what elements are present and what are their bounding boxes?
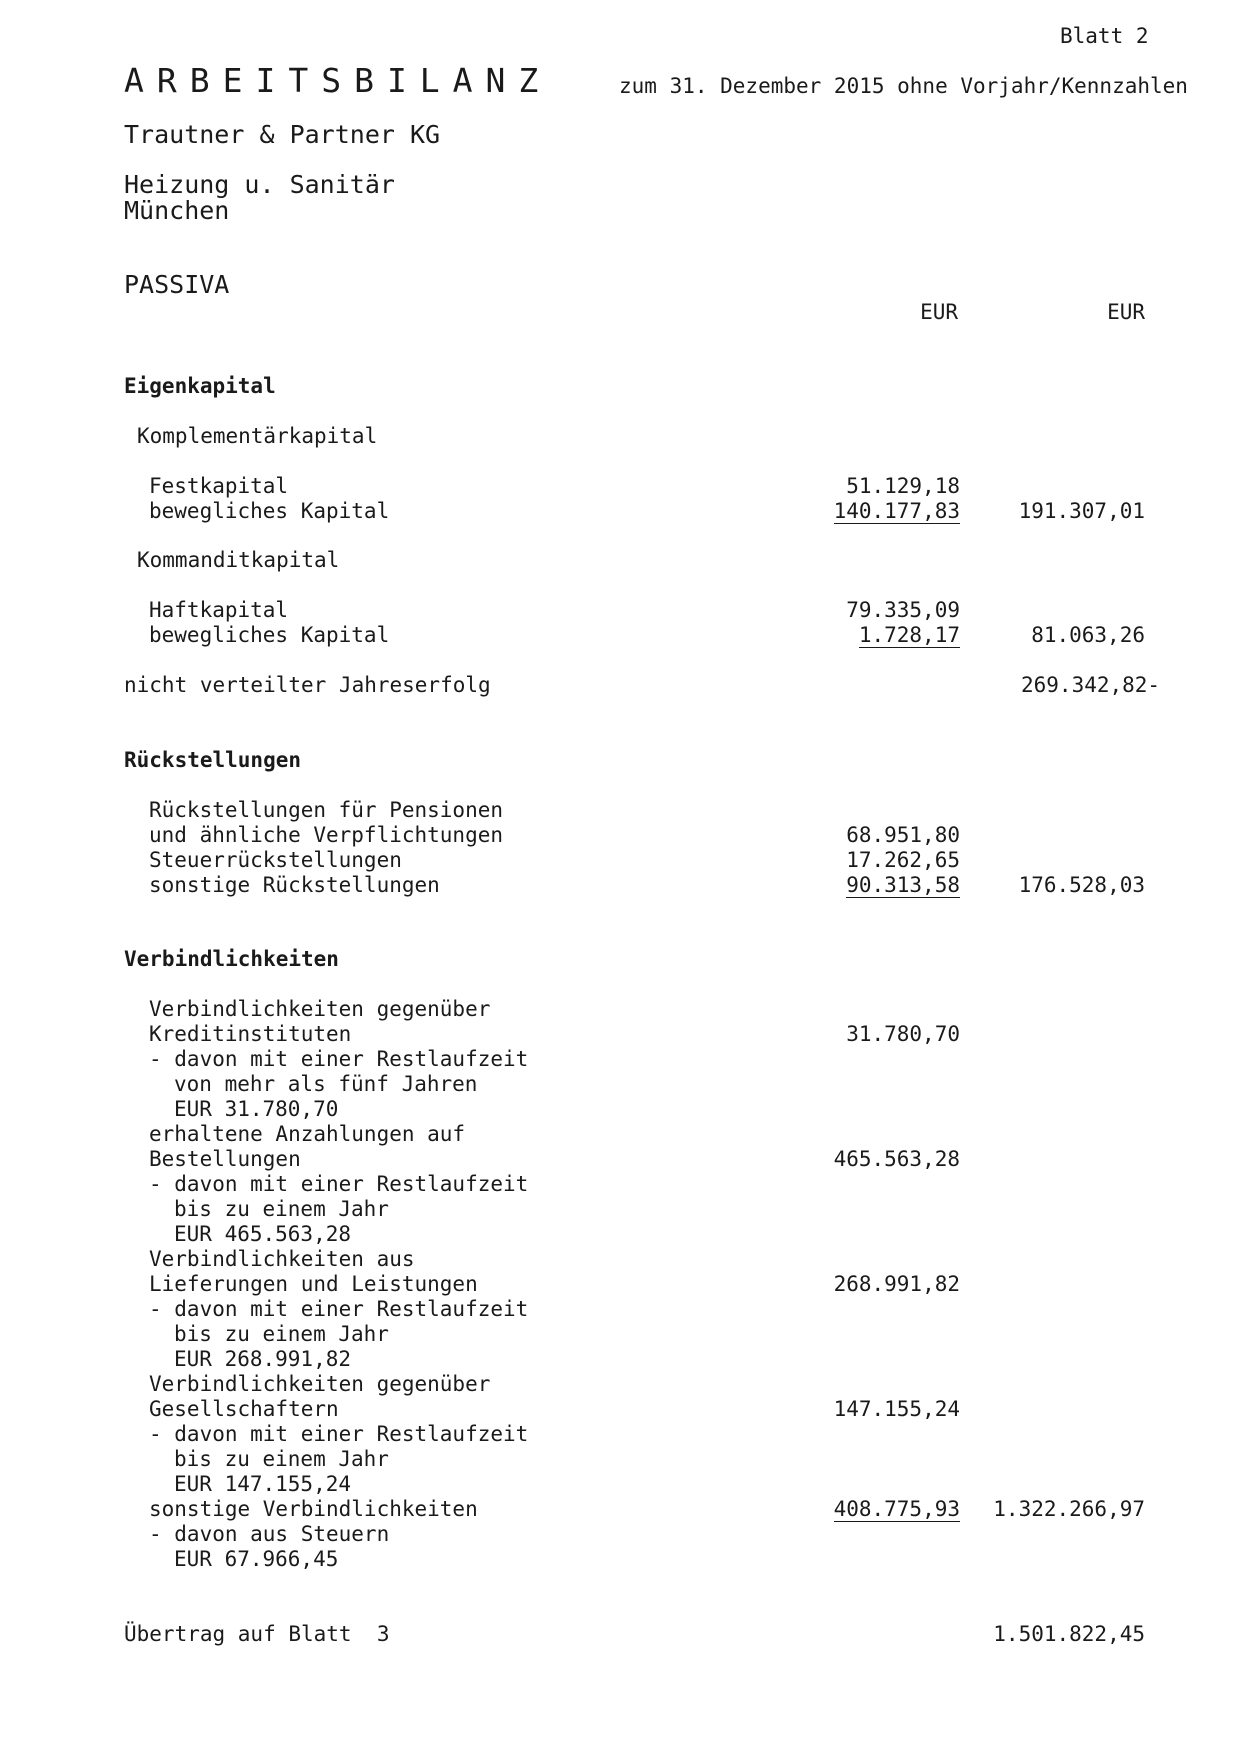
company-name: Trautner & Partner KG — [124, 120, 441, 149]
sonstige-verb-detail-2: EUR 67.966,45 — [174, 1547, 339, 1571]
komplementaer-label: Komplementärkapital — [137, 424, 378, 448]
haftkapital-value: 79.335,09 — [846, 598, 960, 622]
kommandit-label: Kommanditkapital — [137, 548, 340, 572]
section-rueckstellungen: Rückstellungen — [124, 748, 302, 772]
kredit-value: 31.780,70 — [846, 1022, 960, 1046]
lieferungen-detail-1: - davon mit einer Restlaufzeit — [149, 1297, 529, 1321]
sonstige-verb-value: 408.775,93 — [833, 1497, 960, 1521]
pension-label-1: Rückstellungen für Pensionen — [149, 798, 504, 822]
kredit-detail-3: EUR 31.780,70 — [174, 1097, 339, 1121]
side-heading: PASSIVA — [124, 270, 230, 299]
gesellschafter-label-1: Verbindlichkeiten gegenüber — [149, 1372, 491, 1396]
lieferungen-label-2: Lieferungen und Leistungen — [149, 1272, 478, 1296]
pension-value: 68.951,80 — [846, 823, 960, 847]
lieferungen-detail-3: EUR 268.991,82 — [174, 1347, 352, 1371]
gesellschafter-label-2: Gesellschaftern — [149, 1397, 339, 1421]
sonstige-rueck-value-wrap — [780, 873, 960, 897]
bew-kapital-label-2: bewegliches Kapital — [149, 623, 390, 647]
sheet-number: Blatt 2 — [1060, 24, 1149, 48]
haftkapital-label: Haftkapital — [149, 598, 289, 622]
gesellschafter-detail-1: - davon mit einer Restlaufzeit — [149, 1422, 529, 1446]
pension-label-2: und ähnliche Verpflichtungen — [149, 823, 504, 847]
gesellschafter-value: 147.155,24 — [833, 1397, 960, 1421]
company-line-1: Heizung u. Sanitär — [124, 170, 395, 199]
company-line-2: München — [124, 196, 230, 225]
verbindlichkeiten-total: 1.322.266,97 — [993, 1497, 1145, 1521]
uebertrag-value: 1.501.822,45 — [993, 1622, 1145, 1646]
gesellschafter-detail-3: EUR 147.155,24 — [174, 1472, 352, 1496]
sonstige-verb-label: sonstige Verbindlichkeiten — [149, 1497, 478, 1521]
kommandit-total: 81.063,26 — [1031, 623, 1145, 647]
jahreserfolg-value: 269.342,82- — [1021, 673, 1161, 697]
kredit-label-1: Verbindlichkeiten gegenüber — [149, 997, 491, 1021]
bew-kapital-value-1-wrap — [780, 499, 960, 523]
section-verbindlichkeiten: Verbindlichkeiten — [124, 947, 339, 971]
lieferungen-label-1: Verbindlichkeiten aus — [149, 1247, 415, 1271]
document-title: ARBEITSBILANZ — [124, 61, 552, 100]
lieferungen-value: 268.991,82 — [833, 1272, 960, 1296]
kredit-detail-2: von mehr als fünf Jahren — [174, 1072, 478, 1096]
rueckstellungen-total: 176.528,03 — [1018, 873, 1145, 897]
bew-kapital-value-2: 1.728,17 — [858, 623, 960, 647]
gesellschafter-detail-2: bis zu einem Jahr — [174, 1447, 389, 1471]
anzahlungen-label-2: Bestellungen — [149, 1147, 301, 1171]
steuer-rueck-value: 17.262,65 — [846, 848, 960, 872]
anzahlungen-detail-1: - davon mit einer Restlaufzeit — [149, 1172, 529, 1196]
jahreserfolg-label: nicht verteilter Jahreserfolg — [124, 673, 491, 697]
anzahlungen-detail-3: EUR 465.563,28 — [174, 1222, 352, 1246]
anzahlungen-detail-2: bis zu einem Jahr — [174, 1197, 389, 1221]
anzahlungen-label-1: erhaltene Anzahlungen auf — [149, 1122, 466, 1146]
kredit-label-2: Kreditinstituten — [149, 1022, 352, 1046]
sonstige-verb-value-wrap — [780, 1497, 960, 1521]
document-subtitle: zum 31. Dezember 2015 ohne Vorjahr/Kennzahlen — [619, 74, 1188, 98]
anzahlungen-value: 465.563,28 — [833, 1147, 960, 1171]
uebertrag-label: Übertrag auf Blatt 3 — [124, 1622, 390, 1646]
sonstige-rueck-label: sonstige Rückstellungen — [149, 873, 440, 897]
section-eigenkapital: Eigenkapital — [124, 374, 276, 398]
column-header-2: EUR — [1107, 300, 1145, 324]
bew-kapital-label-1: bewegliches Kapital — [149, 499, 390, 523]
lieferungen-detail-2: bis zu einem Jahr — [174, 1322, 389, 1346]
festkapital-label: Festkapital — [149, 474, 289, 498]
komplementaer-total: 191.307,01 — [1018, 499, 1145, 523]
bew-kapital-value-1: 140.177,83 — [833, 499, 960, 523]
bew-kapital-value-2-wrap — [780, 623, 960, 647]
sonstige-rueck-value: 90.313,58 — [846, 873, 960, 897]
steuer-rueck-label: Steuerrückstellungen — [149, 848, 402, 872]
column-header-1: EUR — [920, 300, 958, 324]
sonstige-verb-detail-1: - davon aus Steuern — [149, 1522, 390, 1546]
festkapital-value: 51.129,18 — [846, 474, 960, 498]
kredit-detail-1: - davon mit einer Restlaufzeit — [149, 1047, 529, 1071]
